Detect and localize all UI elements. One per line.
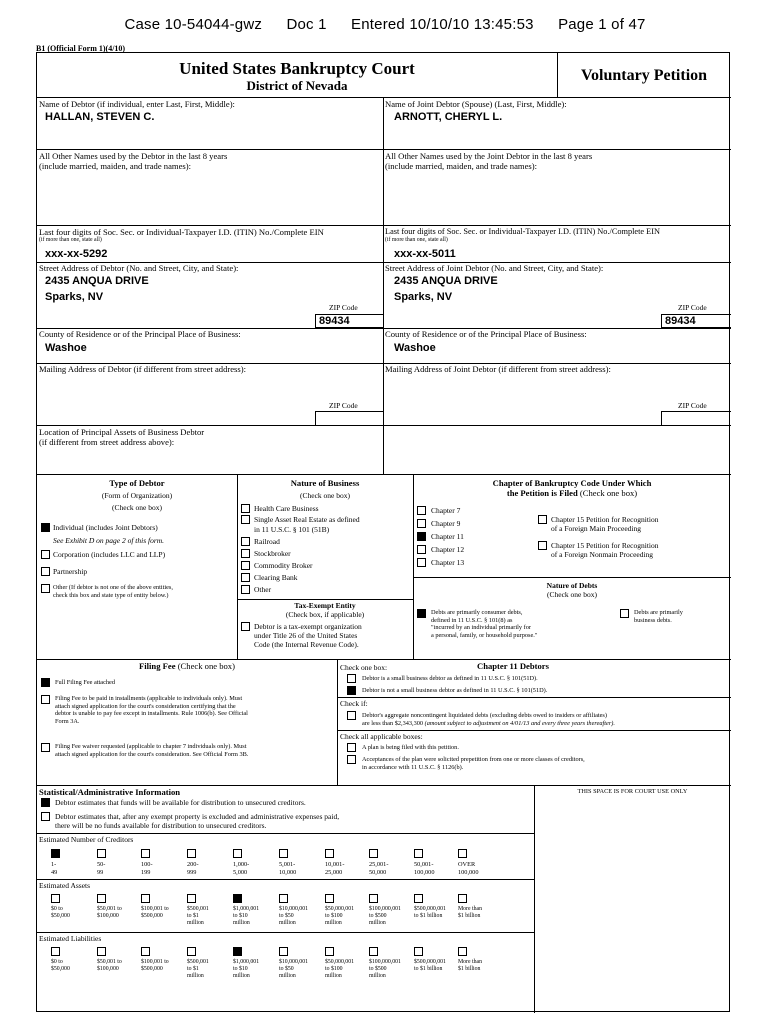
business-item: Health Care Business	[254, 504, 319, 513]
type-of-debtor: Type of Debtor (Form of Organization) (Check one box)	[101, 478, 173, 512]
no-funds-label: Debtor estimates that, after any exempt property is excluded and administrative expenses paid, there will be no funds available for distribution to unsecured creditors.	[55, 812, 340, 830]
case-number: Case 10-54044-gwz	[124, 16, 263, 33]
plan-filed-checkbox[interactable]	[347, 743, 356, 752]
creditors-range-label: 10,001- 25,000	[325, 861, 345, 876]
creditors-checkbox[interactable]	[141, 849, 150, 858]
liabilities-checkbox[interactable]	[369, 947, 378, 956]
creditors-checkbox[interactable]	[325, 849, 334, 858]
business-debts-label: Debts are primarily business debts.	[634, 609, 683, 624]
liabilities-range-label: $50,001 to $100,000	[97, 959, 122, 972]
joint-zip-label: ZIP Code	[678, 303, 707, 312]
chapter-11-label: Chapter 11	[431, 532, 464, 541]
liabilities-range-label: More than $1 billion	[458, 959, 482, 972]
creditors-checkbox[interactable]	[279, 849, 288, 858]
consumer-debts-checkbox[interactable]	[417, 609, 426, 618]
corporation-checkbox[interactable]	[41, 550, 50, 559]
page-number: Page 1 of 47	[558, 16, 646, 33]
assets-checkbox[interactable]	[458, 894, 467, 903]
court-name: United States Bankruptcy Court	[179, 59, 415, 78]
creditors-range-label: OVER 100,000	[458, 861, 479, 876]
acceptances-label: Acceptances of the plan were solicited prepetition from one or more classes of creditors, in accordance with 11 U.S.C. § 1126(b).	[362, 756, 585, 771]
joint-county-label: County of Residence or of the Principal Place of Business:	[385, 329, 587, 339]
full-fee-label: Full Filing Fee attached	[55, 679, 115, 686]
liabilities-label: Estimated Liabilities	[39, 934, 102, 943]
joint-street2: Sparks, NV	[394, 291, 453, 303]
creditors-checkbox[interactable]	[97, 849, 106, 858]
business-item: Clearing Bank	[254, 573, 298, 582]
assets-checkbox[interactable]	[414, 894, 423, 903]
other-entity-label: Other (If debtor is not one of the above entities, check this box and state type of entity below.)	[53, 584, 173, 599]
debtor-street2: Sparks, NV	[45, 291, 104, 303]
consumer-debts-label: Debts are primarily consumer debts, defined in 11 U.S.C. § 101(8) as "incurred by an individual primarily for a personal, family, or household purpose."	[431, 609, 538, 639]
petition-form	[36, 52, 730, 1012]
aggregate-debts-checkbox[interactable]	[347, 711, 356, 720]
joint-name: ARNOTT, CHERYL L.	[394, 111, 503, 123]
form-id: B1 (Official Form 1)(4/10)	[36, 44, 126, 53]
assets-checkbox[interactable]	[369, 894, 378, 903]
assets-checkbox[interactable]	[141, 894, 150, 903]
tax-exempt: Tax-Exempt Entity (Check box, if applicable)	[285, 601, 365, 619]
other-entity-checkbox[interactable]	[41, 584, 50, 593]
tax-exempt-text: Debtor is a tax-exempt organization under Title 26 of the United States Code (the Internal Revenue Code).	[254, 622, 362, 649]
debtor-street-label: Street Address of Debtor (No. and Street, City, and State):	[39, 263, 239, 273]
chapter-12-label: Chapter 12	[431, 545, 465, 554]
creditors-label: Estimated Number of Creditors	[39, 835, 134, 844]
entered-date: Entered 10/10/10 13:45:53	[351, 16, 534, 33]
nature-of-business: Nature of Business (Check one box)	[290, 478, 360, 500]
assets-checkbox[interactable]	[97, 894, 106, 903]
location-label: Location of Principal Assets of Business Debtor (if different from street address above):	[39, 427, 205, 447]
debtor-zip-label: ZIP Code	[329, 303, 358, 312]
debtor-ssn-note: (if more than one, state all)	[39, 237, 102, 243]
single-asset-checkbox[interactable]	[241, 515, 250, 524]
assets-range-label: $50,000,001 to $100 million	[325, 906, 354, 926]
creditors-checkbox[interactable]	[51, 849, 60, 858]
aggregate-debts-label: Debtor's aggregate noncontingent liquidated debts (excluding debts owed to insiders or affiliates) are less than $2,343,300 (amount subject to adjustment on 4/01/13 and every three years thereafter).	[362, 712, 615, 727]
court-use-only: THIS SPACE IS FOR COURT USE ONLY	[577, 788, 688, 795]
corporation-label: Corporation (includes LLC and LLP)	[53, 550, 166, 559]
individual-label: Individual (includes Joint Debtors)	[53, 523, 158, 532]
business-item: Commodity Broker	[254, 561, 313, 570]
joint-mailing-label: Mailing Address of Joint Debtor (if different from street address):	[385, 364, 611, 374]
creditors-checkbox[interactable]	[233, 849, 242, 858]
tax-exempt-checkbox[interactable]	[241, 622, 250, 631]
assets-range-label: $500,001 to $1 million	[187, 906, 209, 926]
not-small-business-label: Debtor is not a small business debtor as defined in 11 U.S.C. § 101(51D).	[362, 687, 548, 694]
case-header	[0, 16, 770, 33]
chapter-7-checkbox[interactable]	[417, 506, 426, 515]
joint-name-label: Name of Joint Debtor (Spouse) (Last, First, Middle):	[385, 99, 567, 109]
chapter-15-nonmain-checkbox[interactable]	[538, 541, 547, 550]
liabilities-range-label: $10,000,001 to $50 million	[279, 959, 308, 979]
chapter-15-main-checkbox[interactable]	[538, 515, 547, 524]
installments-label: Filing Fee to be paid in installments (applicable to individuals only). Must attach signed application for the court's consideration certifying that the debtor is unable to pay fee except in installments. Rule 1006(b). See Official Form 3A.	[55, 695, 248, 725]
joint-county: Washoe	[394, 342, 436, 354]
partnership-checkbox[interactable]	[41, 567, 50, 576]
chapter-13-label: Chapter 13	[431, 558, 465, 567]
liabilities-range-label: $500,001 to $1 million	[187, 959, 209, 979]
chapter-12-checkbox[interactable]	[417, 545, 426, 554]
chapter-11-checkbox[interactable]	[417, 532, 426, 541]
assets-checkbox[interactable]	[233, 894, 242, 903]
ch11-check-all: Check all applicable boxes:	[340, 732, 423, 741]
debtor-mailing-zip-label: ZIP Code	[329, 401, 358, 410]
assets-range-label: $500,000,001 to $1 billion	[414, 906, 446, 919]
creditors-checkbox[interactable]	[187, 849, 196, 858]
petition-title: Voluntary Petition	[580, 67, 708, 84]
stats-heading: Statistical/Administrative Information	[39, 787, 181, 797]
liabilities-range-label: $500,000,001 to $1 billion	[414, 959, 446, 972]
liabilities-checkbox[interactable]	[97, 947, 106, 956]
joint-ssn: xxx-xx-5011	[394, 248, 456, 260]
liabilities-range-label: $1,000,001 to $10 million	[233, 959, 260, 979]
business-item: Railroad	[254, 537, 280, 546]
business-item: Stockbroker	[254, 549, 291, 558]
creditors-range-label: 50- 99	[97, 861, 106, 876]
assets-range-label: More than $1 billion	[458, 906, 482, 919]
business-item: Single Asset Real Estate as defined	[254, 515, 360, 524]
assets-range-label: $50,001 to $100,000	[97, 906, 122, 919]
full-fee-checkbox[interactable]	[41, 678, 50, 687]
creditors-range-label: 5,001- 10,000	[279, 861, 297, 876]
debtor-county-label: County of Residence or of the Principal Place of Business:	[39, 329, 241, 339]
liabilities-checkbox[interactable]	[325, 947, 334, 956]
clearing-bank-checkbox[interactable]	[241, 573, 250, 582]
fee-waiver-label: Filing Fee waiver requested (applicable to chapter 7 individuals only). Must attach signed application for the court's consideration. See Official Form 3B.	[55, 743, 249, 758]
chapter-15-main-label: Chapter 15 Petition for Recognition of a Foreign Main Proceeding	[551, 515, 659, 533]
ch11-check-one: Check one box:	[340, 663, 388, 672]
small-business-label: Debtor is a small business debtor as defined in 11 U.S.C. § 101(51D).	[362, 675, 538, 682]
plan-filed-label: A plan is being filed with this petition.	[362, 744, 459, 751]
small-business-checkbox[interactable]	[347, 674, 356, 683]
stockbroker-checkbox[interactable]	[241, 549, 250, 558]
assets-range-label: $0 to $50,000	[51, 906, 70, 919]
assets-range-label: $100,000,001 to $500 million	[369, 906, 401, 926]
joint-ssn-note: (if more than one, state all)	[385, 237, 448, 243]
liabilities-range-label: $100,000,001 to $500 million	[369, 959, 401, 979]
not-small-business-checkbox[interactable]	[347, 686, 356, 695]
fee-waiver-checkbox[interactable]	[41, 743, 50, 752]
ch11-check-if: Check if:	[340, 699, 368, 708]
creditors-range-label: 200- 999	[187, 861, 199, 876]
business-item: Other	[254, 585, 272, 594]
assets-range-label: $100,001 to $500,000	[141, 906, 169, 919]
chapter-heading: Chapter of Bankruptcy Code Under Which the Petition is Filed (Check one box)	[492, 478, 652, 498]
liabilities-checkbox[interactable]	[141, 947, 150, 956]
business-debts-checkbox[interactable]	[620, 609, 629, 618]
joint-street-label: Street Address of Joint Debtor (No. and Street, City, and State):	[385, 263, 604, 273]
joint-other-names-label: All Other Names used by the Joint Debtor in the last 8 years (include married, maiden, and trade names):	[385, 151, 593, 171]
railroad-checkbox[interactable]	[241, 537, 250, 546]
liabilities-range-label: $50,000,001 to $100 million	[325, 959, 354, 979]
chapter-9-checkbox[interactable]	[417, 519, 426, 528]
funds-available-label: Debtor estimates that funds will be available for distribution to unsecured creditors.	[55, 798, 306, 807]
assets-checkbox[interactable]	[279, 894, 288, 903]
business-item: in 11 U.S.C. § 101 (51B)	[254, 525, 330, 534]
liabilities-checkbox[interactable]	[279, 947, 288, 956]
debtor-mailing-label: Mailing Address of Debtor (if different from street address):	[39, 364, 246, 374]
nature-of-debts-heading: Nature of Debts (Check one box)	[546, 581, 598, 599]
debtor-name-label: Name of Debtor (if individual, enter Last, First, Middle):	[39, 99, 235, 109]
liabilities-checkbox[interactable]	[51, 947, 60, 956]
creditors-range-label: 1- 49	[51, 861, 58, 876]
partnership-label: Partnership	[53, 567, 88, 576]
creditors-range-label: 1,000- 5,000	[233, 861, 250, 876]
acceptances-checkbox[interactable]	[347, 755, 356, 764]
debtor-other-names-label: All Other Names used by the Debtor in the last 8 years (include married, maiden, and trade names):	[39, 151, 228, 171]
debtor-zip: 89434	[319, 315, 350, 327]
individual-note: See Exhibit D on page 2 of this form.	[53, 536, 165, 545]
chapter-15-nonmain-label: Chapter 15 Petition for Recognition of a Foreign Nonmain Proceeding	[551, 541, 659, 559]
debtor-ssn: xxx-xx-5292	[45, 248, 108, 260]
liabilities-checkbox[interactable]	[414, 947, 423, 956]
doc-number: Doc 1	[286, 16, 327, 33]
creditors-range-label: 25,001- 50,000	[369, 861, 389, 876]
no-funds-checkbox[interactable]	[41, 812, 50, 821]
liabilities-checkbox[interactable]	[233, 947, 242, 956]
liabilities-checkbox[interactable]	[187, 947, 196, 956]
chapter-7-label: Chapter 7	[431, 506, 461, 515]
chapter-9-label: Chapter 9	[431, 519, 461, 528]
joint-zip: 89434	[665, 315, 696, 327]
commodity-broker-checkbox[interactable]	[241, 561, 250, 570]
assets-checkbox[interactable]	[325, 894, 334, 903]
debtor-name: HALLAN, STEVEN C.	[45, 111, 155, 123]
creditors-checkbox[interactable]	[369, 849, 378, 858]
liabilities-range-label: $0 to $50,000	[51, 959, 70, 972]
creditors-range-label: 50,001- 100,000	[414, 861, 435, 876]
debtor-ssn-label: Last four digits of Soc. Sec. or Individual-Taxpayer I.D. (ITIN) No./Complete EIN	[39, 227, 324, 237]
funds-available-checkbox[interactable]	[41, 798, 50, 807]
chapter-13-checkbox[interactable]	[417, 558, 426, 567]
assets-range-label: $1,000,001 to $10 million	[233, 906, 260, 926]
creditors-range-label: 100- 199	[141, 861, 153, 876]
debtor-county: Washoe	[45, 342, 87, 354]
assets-label: Estimated Assets	[39, 881, 91, 890]
individual-checkbox[interactable]	[41, 523, 50, 532]
assets-range-label: $10,000,001 to $50 million	[279, 906, 308, 926]
creditors-checkbox[interactable]	[414, 849, 423, 858]
liabilities-checkbox[interactable]	[458, 947, 467, 956]
ch11-heading: Chapter 11 Debtors	[477, 661, 549, 671]
debtor-street1: 2435 ANQUA DRIVE	[45, 275, 149, 287]
health-care-checkbox[interactable]	[241, 504, 250, 513]
assets-checkbox[interactable]	[187, 894, 196, 903]
liabilities-range-label: $100,001 to $500,000	[141, 959, 169, 972]
joint-mailing-zip-label: ZIP Code	[678, 401, 707, 410]
joint-ssn-label: Last four digits of Soc. Sec. or Individual-Taxpayer I.D. (ITIN) No./Complete EIN	[385, 227, 660, 236]
creditors-checkbox[interactable]	[458, 849, 467, 858]
other-business-checkbox[interactable]	[241, 585, 250, 594]
assets-checkbox[interactable]	[51, 894, 60, 903]
court-district: District of Nevada	[246, 78, 348, 93]
joint-street1: 2435 ANQUA DRIVE	[394, 275, 498, 287]
installments-checkbox[interactable]	[41, 695, 50, 704]
filing-fee-heading: Filing Fee (Check one box)	[139, 661, 235, 671]
